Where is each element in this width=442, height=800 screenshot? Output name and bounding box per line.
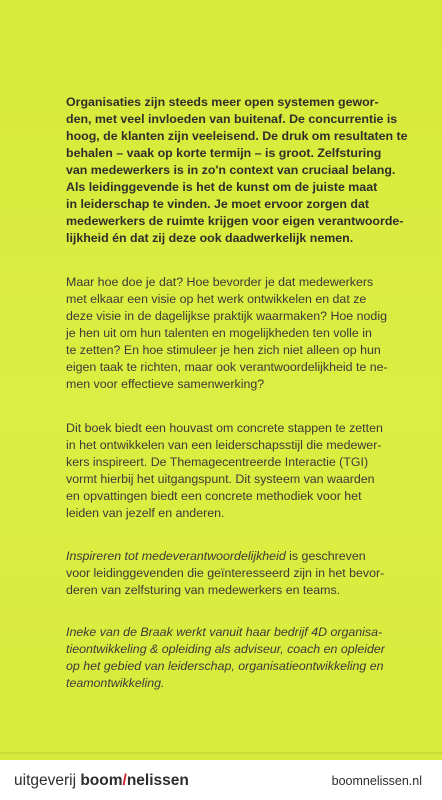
text-line: lijkheid én dat zij deze ook daadwerkelijk nemen. — [66, 231, 354, 245]
text-line: met elkaar een visie op het werk ontwikkelen en dat ze — [66, 292, 367, 306]
blurb-text — [66, 94, 408, 716]
questions-paragraph — [66, 274, 389, 393]
text-line: behalen – vaak op korte termijn – is groot. Zelfsturing — [66, 146, 382, 160]
text-line: Als leidinggevende is het de kunst om de juiste maat — [66, 180, 378, 194]
text-line: eigen taak te richten, maar ook verantwoordelijkheid te ne- — [66, 360, 388, 374]
publisher-brand-boom: boom — [80, 772, 123, 789]
text-line: je hen uit om hun talenten en mogelijkheden ten volle in — [66, 326, 372, 340]
text-line: te zetten? En hoe stimuleer je hen zich niet alleen op hun — [66, 343, 381, 357]
text-line: voor leidinggevenden die geïnteresseerd zijn in het bevor- — [66, 566, 385, 580]
method-paragraph — [66, 420, 389, 522]
text-line: en opvattingen biedt een concrete methodiek voor het — [66, 489, 362, 503]
publisher-brand-slash: / — [122, 772, 127, 789]
text-line: Maar hoe doe je dat? Hoe bevorder je dat medewerkers — [66, 275, 374, 289]
text-line — [66, 548, 389, 565]
text-line: hoog, de klanten zijn veeleisend. De druk om resultaten te — [66, 129, 408, 143]
author-bio-paragraph — [66, 624, 389, 692]
publisher-brand-nelissen: nelissen — [126, 772, 189, 789]
text-line: van medewerkers is in zo'n context van cruciaal belang. — [66, 163, 396, 177]
text-line: in het ontwikkelen van een leiderschapsstijl die medewer- — [66, 438, 382, 452]
text-line: Organisaties zijn steeds meer open systemen gewor- — [66, 95, 379, 109]
text-line: deren van zelfsturing van medewerkers en teams. — [66, 583, 341, 597]
book-title: Inspireren tot medeverantwoordelijkheid — [66, 549, 286, 563]
text-line: den, met veel invloeden van buitenaf. De concurrentie is — [66, 112, 398, 126]
text-line: kers inspireert. De Themagecentreerde Interactie (TGI) — [66, 455, 369, 469]
text-line: men voor effectieve samenwerking? — [66, 377, 265, 391]
audience-paragraph — [66, 548, 389, 599]
text-line: in leiderschap te vinden. Je moet ervoor zorgen dat — [66, 197, 369, 211]
publisher-prefix: uitgeverij — [14, 772, 81, 789]
text-line: vormt hierbij het uitgangspunt. Dit systeem van waarden — [66, 472, 375, 486]
text-line: teamontwikkeling. — [66, 676, 165, 690]
text-fragment: is geschreven — [285, 549, 366, 563]
footer-divider — [0, 752, 442, 754]
publisher-website: boomnelissen.nl — [331, 774, 422, 788]
intro-paragraph — [66, 94, 408, 247]
publisher-logo — [14, 772, 189, 790]
text-line: Ineke van de Braak werkt vanuit haar bedrijf 4D organisa- — [66, 625, 383, 639]
text-line: op het gebied van leiderschap, organisatieontwikkeling en — [66, 659, 384, 673]
text-line: leiden van jezelf en anderen. — [66, 506, 225, 520]
text-line: Dit boek biedt een houvast om concrete stappen te zetten — [66, 421, 383, 435]
text-line: tieontwikkeling & opleiding als adviseur, coach en opleider — [66, 642, 385, 656]
text-line: medewerkers de ruimte krijgen voor eigen verantwoorde- — [66, 214, 404, 228]
text-line: deze visie in de dagelijkse praktijk waarmaken? Hoe nodig — [66, 309, 387, 323]
